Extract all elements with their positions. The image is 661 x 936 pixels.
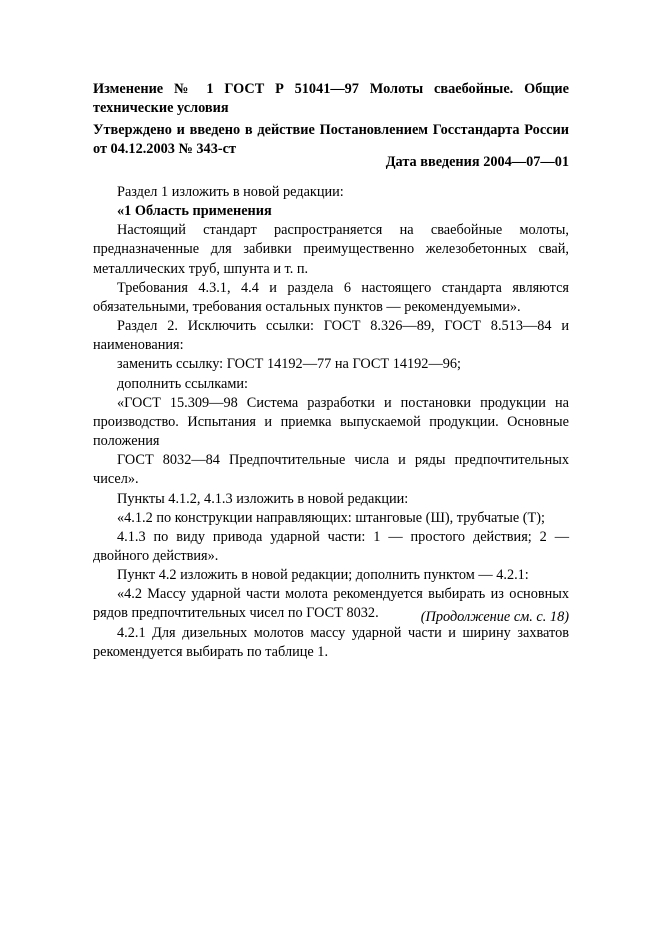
paragraph: 4.2.1 Для дизельных молотов массу ударной части и ширину захватов рекомендуется выбирать по таблице 1. (93, 624, 569, 660)
effective-date: Дата введения 2004—07—01 (385, 154, 569, 170)
paragraph: Пункты 4.1.2, 4.1.3 изложить в новой редакции: (117, 490, 409, 507)
continuation-note: (Продолжение см. с. 18) (420, 609, 569, 625)
paragraph: ГОСТ 8032—84 Предпочтительные числа и ряды предпочтительных чисел». (93, 452, 569, 488)
paragraph: «4.1.2 по конструкции направляющих: штанговые (Ш), трубчатые (Т); (117, 509, 546, 526)
paragraph: Раздел 2. Исключить ссылки: ГОСТ 8.326—89, ГОСТ 8.513—84 и наименования: (93, 318, 569, 354)
paragraph: «ГОСТ 15.309—98 Система разработки и постановки продукции на производство. Испытания и приемка выпускаемой продукции. Основные положения (93, 394, 569, 450)
paragraph: Пункт 4.2 изложить в новой редакции; дополнить пунктом — 4.2.1: (117, 567, 529, 584)
document-body (93, 183, 569, 662)
paragraph: Настоящий стандарт распространяется на сваебойные молоты, предназначенные для забивки преимущественно железобетонных свай, металлических труб, шпунта и т. п. (93, 222, 569, 277)
paragraph: дополнить ссылками: (117, 375, 248, 392)
paragraph: Требования 4.3.1, 4.4 и раздела 6 настоящего стандарта являются обязательными, требования остальных пунктов — рекомендуемыми». (93, 279, 569, 315)
section-heading: «1 Область применения (117, 203, 272, 220)
paragraph: 4.1.3 по виду привода ударной части: 1 — простого действия; 2 — двойного действия». (93, 528, 569, 564)
amendment-title: Изменение № 1 ГОСТ Р 51041—97 Молоты сваебойные. Общие технические условия (93, 81, 569, 116)
paragraph: Раздел 1 изложить в новой редакции: (117, 184, 344, 200)
approval-statement: Утверждено и введено в действие Постановлением Госстандарта России от 04.12.2003 № 343-ст (93, 122, 569, 157)
paragraph: «4.2 Массу ударной части молота рекомендуется выбирать из основных рядов предпочтительных чисел по ГОСТ 8032. (93, 586, 569, 622)
paragraph: заменить ссылку: ГОСТ 14192—77 на ГОСТ 14192—96; (117, 356, 462, 373)
